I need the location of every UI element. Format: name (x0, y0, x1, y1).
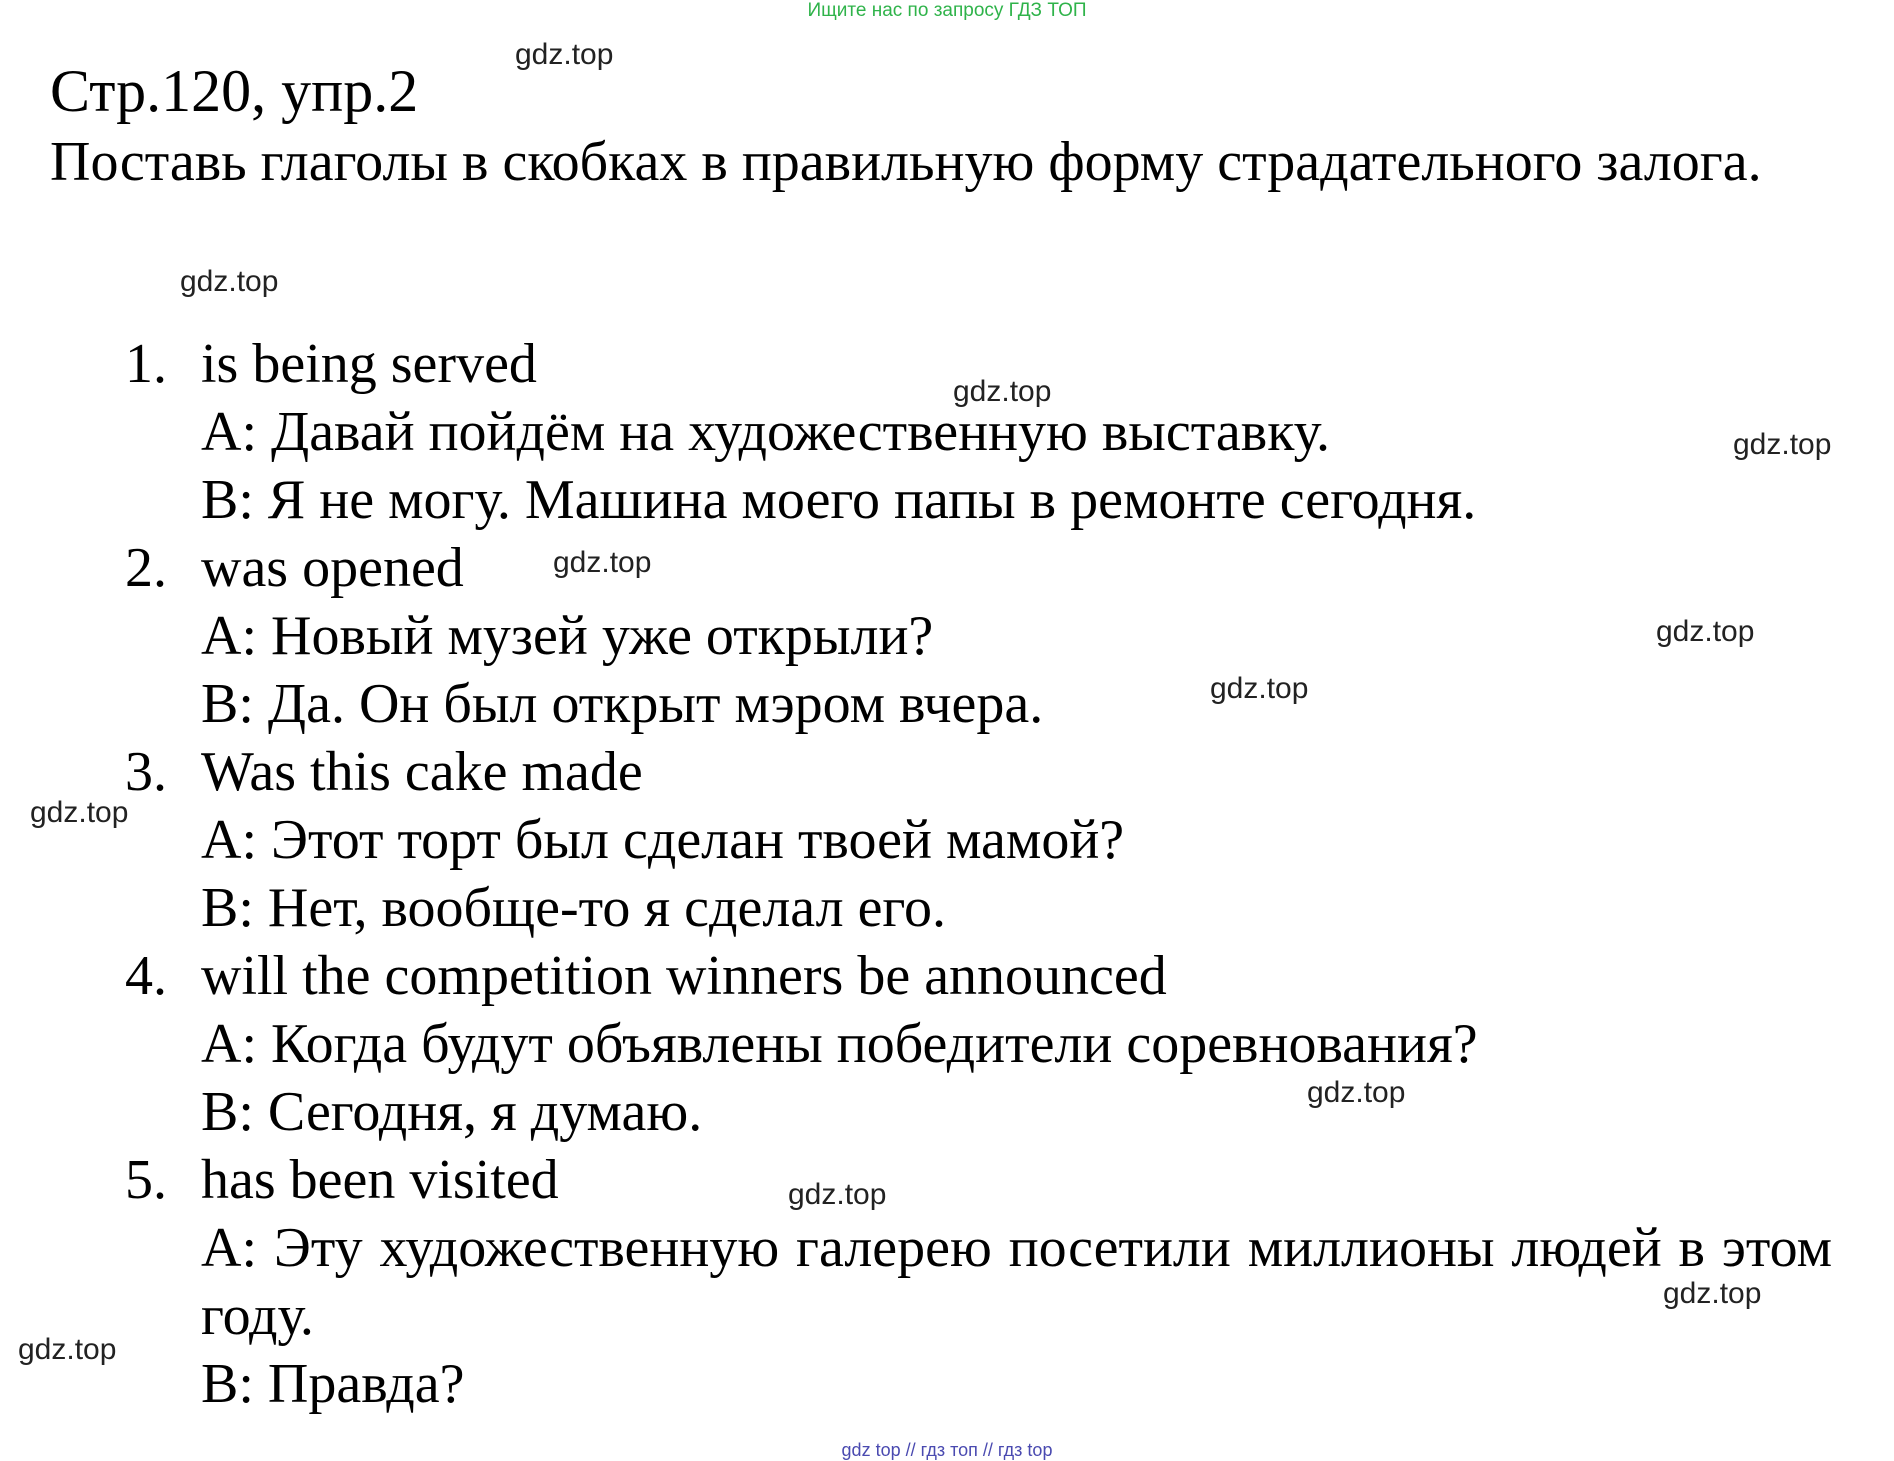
dialogue-line-a: A: Когда будут объявлены победители соревнования? (201, 1013, 1478, 1075)
exercise-instruction: Поставь глаголы в скобках в правильную форму страдательного залога. (50, 131, 1762, 193)
watermark: gdz.top (553, 546, 652, 579)
page-title: Стр.120, упр.2 (50, 58, 419, 124)
watermark: gdz.top (515, 38, 614, 71)
dialogue-line-b: B: Правда? (201, 1353, 465, 1415)
footer-links: gdz top // гдз топ // гдз top (841, 1440, 1053, 1460)
watermark: gdz.top (1663, 1277, 1762, 1310)
item-number: 4. (125, 945, 167, 1007)
item-answer: is being served (201, 333, 537, 395)
watermark: gdz.top (1210, 672, 1309, 705)
watermark: gdz.top (30, 796, 129, 829)
item-answer: has been visited (201, 1149, 559, 1211)
dialogue-line-a: A: Эту художественную галерею посетили миллионы людей в этом году. (201, 1217, 1832, 1347)
item-answer: will the competition winners be announced (201, 945, 1167, 1007)
dialogue-line-b: B: Нет, вообще-то я сделал его. (201, 877, 947, 939)
item-number: 1. (125, 333, 167, 395)
dialogue-line-b: B: Сегодня, я думаю. (201, 1081, 703, 1143)
dialogue-line-a: A: Давай пойдём на художественную выставку. (201, 401, 1331, 463)
item-answer: was opened (201, 537, 464, 599)
watermark: gdz.top (1733, 428, 1832, 461)
watermark: gdz.top (1307, 1076, 1406, 1109)
item-number: 2. (125, 537, 167, 599)
item-answer: Was this cake made (201, 741, 643, 803)
item-number: 3. (125, 741, 167, 803)
watermark: gdz.top (953, 375, 1052, 408)
watermark: gdz.top (1656, 615, 1755, 648)
watermark: gdz.top (18, 1333, 117, 1366)
dialogue-line-a: A: Этот торт был сделан твоей мамой? (201, 809, 1125, 871)
item-number: 5. (125, 1149, 167, 1211)
search-banner: Ищите нас по запросу ГДЗ ТОП (807, 0, 1087, 21)
dialogue-line-a: A: Новый музей уже открыли? (201, 605, 934, 667)
watermark: gdz.top (788, 1178, 887, 1211)
dialogue-line-b: B: Я не могу. Машина моего папы в ремонте сегодня. (201, 469, 1477, 531)
watermark: gdz.top (180, 265, 279, 298)
dialogue-line-b: B: Да. Он был открыт мэром вчера. (201, 673, 1044, 735)
